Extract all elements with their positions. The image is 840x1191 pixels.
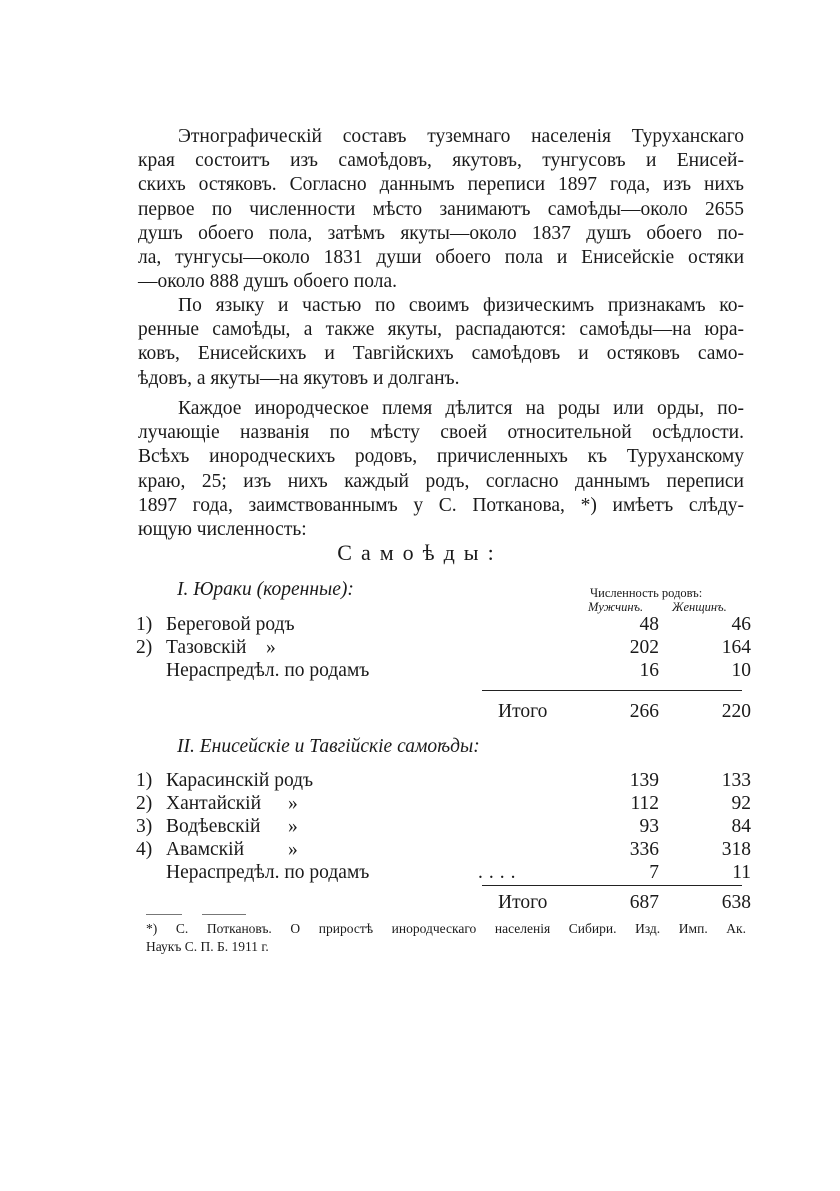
clan-name: Авамскій (166, 839, 245, 860)
text-line: По языку и частью по своимъ физическимъ признакамъ ко- (178, 295, 744, 316)
text-line: первое по численности мѣсто занимаютъ самоѣды—около 2655 (138, 198, 744, 220)
table-row (136, 839, 756, 863)
men-count: 48 (639, 614, 659, 635)
row-number: 4) (136, 839, 153, 860)
text-line: ла, тунгусы—около 1831 души обоего пола и Енисейскіе остяки (138, 247, 744, 269)
footnote (146, 920, 746, 956)
clan-name: Водѣевскій (166, 816, 261, 837)
footnote-rule (202, 914, 246, 915)
women-count: 92 (731, 793, 751, 814)
ditto-mark: » (288, 793, 298, 814)
women-total: 220 (721, 701, 751, 722)
women-count: 10 (731, 660, 751, 681)
row-number: 2) (136, 637, 153, 658)
men-count: 7 (649, 862, 659, 883)
paragraph-language-groups (138, 294, 744, 391)
text-line: ѣдовъ, а якуты—на якутовъ и долганъ. (138, 367, 460, 389)
text-line: ющую численность: (138, 519, 307, 541)
clan-name: Нераспредѣл. по родамъ (166, 862, 370, 883)
column-heading-women: Женщинъ. (672, 600, 727, 614)
text-line: Всѣхъ инородческихъ родовъ, причисленныхъ къ Туруханскому (138, 446, 744, 468)
men-count: 16 (639, 660, 659, 681)
table-row (136, 862, 756, 886)
men-count: 139 (629, 770, 659, 791)
ditto-mark: » (288, 816, 298, 837)
footnote-rule (146, 914, 182, 915)
text-line: ковъ, Енисейскихъ и Тавгійскихъ самоѣдовъ и остяковъ само- (138, 343, 744, 365)
column-heading-men: Мужчинъ. (588, 600, 644, 614)
table-row (136, 816, 756, 840)
text-line: —около 888 душъ обоего пола. (138, 271, 397, 293)
text-line: Каждое инородческое племя дѣлится на роды или орды, по- (178, 398, 744, 419)
section-heading: I. Юраки (коренные): (177, 579, 354, 600)
table-total-row (136, 892, 756, 916)
table-total-row (136, 701, 756, 725)
text-line: 1897 года, заимствованнымъ у С. Потканова, *) имѣетъ слѣду- (138, 494, 744, 516)
men-count: 112 (630, 793, 659, 814)
clan-name: Карасинскій родъ (166, 770, 314, 791)
text-line: Этнографическій составъ туземнаго населенія Туруханскаго (178, 126, 744, 147)
row-number: 1) (136, 770, 153, 791)
women-total: 638 (721, 892, 751, 913)
table-row (136, 614, 756, 638)
column-group-heading: Численность родовъ: (590, 586, 703, 600)
ditto-mark: » (266, 637, 276, 658)
clan-name: Нераспредѣл. по родамъ (166, 660, 370, 681)
row-number: 2) (136, 793, 153, 814)
women-count: 318 (721, 839, 751, 860)
total-rule (482, 690, 742, 691)
clan-name: Береговой родъ (166, 614, 295, 635)
leader-dots: .... (478, 862, 522, 883)
clan-name: Тазовскій (166, 637, 247, 658)
men-count: 336 (629, 839, 659, 860)
men-count: 202 (629, 637, 659, 658)
total-label: Итого (498, 892, 548, 913)
footnote-line: Наукъ С. П. Б. 1911 г. (146, 939, 269, 954)
men-total: 687 (629, 892, 659, 913)
women-count: 11 (732, 862, 751, 883)
table-row (136, 770, 756, 794)
section-heading: II. Енисейскіе и Тавгійскіе самоѣды: (177, 736, 480, 757)
text-line: скихъ остяковъ. Согласно даннымъ переписи 1897 года, изъ нихъ (138, 174, 744, 196)
men-total: 266 (629, 701, 659, 722)
men-count: 93 (639, 816, 659, 837)
paragraph-ethnographic-composition (138, 125, 744, 294)
ditto-mark: » (288, 839, 298, 860)
text-line: края состоитъ изъ самоѣдовъ, якутовъ, тунгусовъ и Енисей- (138, 150, 744, 172)
table-title: Самоѣды: (337, 540, 503, 565)
total-label: Итого (498, 701, 548, 722)
women-count: 164 (721, 637, 751, 658)
table-row (136, 793, 756, 817)
row-number: 1) (136, 614, 153, 635)
clan-name: Хантайскій (166, 793, 262, 814)
text-line: лучающіе названія по мѣсту своей относительной осѣдлости. (138, 422, 744, 444)
table-row (136, 637, 756, 661)
text-line: краю, 25; изъ нихъ каждый родъ, согласно даннымъ переписи (138, 470, 744, 492)
paragraph-clans (138, 397, 744, 542)
text-line: душъ обоего пола, затѣмъ якуты—около 1837 душъ обоего по- (138, 222, 744, 244)
row-number: 3) (136, 816, 153, 837)
total-rule (482, 885, 742, 886)
women-count: 133 (721, 770, 751, 791)
footnote-line: *) С. Поткановъ. О приростѣ инородческаго населенія Сибири. Изд. Имп. Ак. (146, 921, 746, 936)
women-count: 46 (731, 614, 751, 635)
table-row (136, 660, 756, 684)
text-line: ренные самоѣды, а также якуты, распадаются: самоѣды—на юра- (138, 319, 744, 341)
women-count: 84 (731, 816, 751, 837)
